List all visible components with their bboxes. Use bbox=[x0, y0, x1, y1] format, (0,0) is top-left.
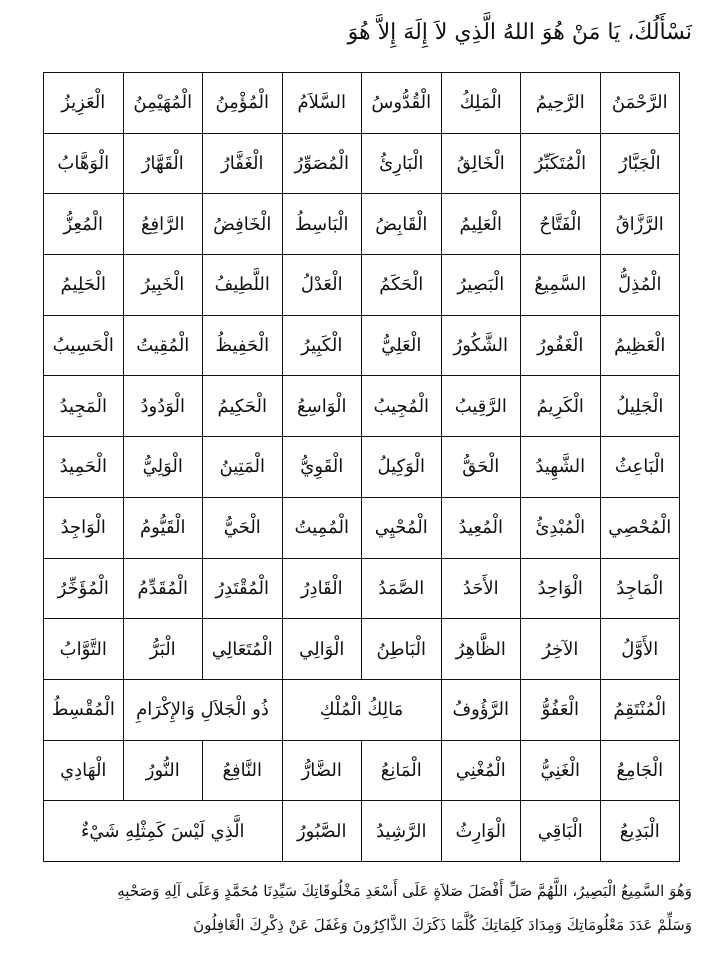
name-cell: الْوَدُودُ bbox=[123, 376, 203, 437]
name-cell: الآخِرُ bbox=[520, 619, 600, 680]
name-cell: الْوَاحِدُ bbox=[520, 559, 600, 620]
name-cell: الْعَفُوُّ bbox=[520, 680, 600, 741]
name-cell: الْحَكِيمُ bbox=[202, 376, 282, 437]
name-cell: الْعَزِيزُ bbox=[43, 73, 123, 134]
name-cell: الْعَظِيمُ bbox=[600, 316, 680, 377]
name-cell: الْمُمِيتُ bbox=[282, 498, 362, 559]
name-cell: الْبَارِئُ bbox=[361, 134, 441, 195]
name-cell: الظَّاهِرُ bbox=[441, 619, 521, 680]
name-cell: الْخَافِضُ bbox=[202, 194, 282, 255]
name-cell: الْحَفِيظُ bbox=[202, 316, 282, 377]
name-cell: الْوَاسِعُ bbox=[282, 376, 362, 437]
name-cell: الْبَاعِثُ bbox=[600, 437, 680, 498]
name-cell: الْوَلِيُّ bbox=[123, 437, 203, 498]
name-cell: الْجَامِعُ bbox=[600, 741, 680, 802]
name-cell-wide: الَّذِي لَيْسَ كَمِثْلِهِ شَيْءٌ bbox=[43, 801, 282, 862]
name-cell: الْوَارِثُ bbox=[441, 801, 521, 862]
name-cell: الْعَدْلُ bbox=[282, 255, 362, 316]
name-cell: الرَّؤُوفُ bbox=[441, 680, 521, 741]
name-cell: الْجَلِيلُ bbox=[600, 376, 680, 437]
name-cell: الْغَنِيُّ bbox=[520, 741, 600, 802]
name-cell: السَّلاَمُ bbox=[282, 73, 362, 134]
name-cell: الْمُعِزُّ bbox=[43, 194, 123, 255]
name-cell: الْوَهَّابُ bbox=[43, 134, 123, 195]
name-cell: الْفَتَّاحُ bbox=[520, 194, 600, 255]
name-cell: الْمُؤَخِّرُ bbox=[43, 559, 123, 620]
name-cell: الْمُعِيدُ bbox=[441, 498, 521, 559]
footer-line-2: وَسَلِّمْ عَدَدَ مَعْلُومَاتِكَ وَمِدَادَ كَلِمَاتِكَ كُلَّمَا ذَكَرَكَ الذَّاكِرُونَ وَغَفَلَ عَنْ ذِكْرِكَ الْغَافِلُونَ bbox=[193, 916, 692, 934]
name-cell: الْوَالِي bbox=[282, 619, 362, 680]
name-cell: الشَّهِيدُ bbox=[520, 437, 600, 498]
name-cell: الْقَيُّومُ bbox=[123, 498, 203, 559]
name-cell: الْبَصِيرُ bbox=[441, 255, 521, 316]
name-cell: الْمُبْدِئُ bbox=[520, 498, 600, 559]
name-cell: الْمَتِينُ bbox=[202, 437, 282, 498]
name-cell: الْعَلِيمُ bbox=[441, 194, 521, 255]
name-cell: الْهَادِي bbox=[43, 741, 123, 802]
name-cell: الْبَاطِنُ bbox=[361, 619, 441, 680]
name-cell: الْكَبِيرُ bbox=[282, 316, 362, 377]
name-cell: الشَّكُورُ bbox=[441, 316, 521, 377]
name-cell: النُّورُ bbox=[123, 741, 203, 802]
name-cell: الْحَكَمُ bbox=[361, 255, 441, 316]
name-cell: الْقَادِرُ bbox=[282, 559, 362, 620]
name-cell: الْوَكِيلُ bbox=[361, 437, 441, 498]
name-cell: الأَحَدُ bbox=[441, 559, 521, 620]
name-cell: النَّافِعُ bbox=[202, 741, 282, 802]
name-cell: الْمُذِلُّ bbox=[600, 255, 680, 316]
name-cell: الْمَانِعُ bbox=[361, 741, 441, 802]
name-cell: الْقَابِضُ bbox=[361, 194, 441, 255]
name-cell-wide: ذُو الْجَلاَلِ وَالإِكْرَامِ bbox=[123, 680, 282, 741]
name-cell: الْمُهَيْمِنُ bbox=[123, 73, 203, 134]
header-invocation: نَسْأَلُكَ، يَا مَنْ هُوَ اللهُ الَّذِي لاَ إِلَهَ إِلاَّ هُوَ bbox=[347, 20, 692, 45]
name-cell: الْحَيُّ bbox=[202, 498, 282, 559]
name-cell: الرَّحِيمُ bbox=[520, 73, 600, 134]
name-cell: الْمُتَعَالِي bbox=[202, 619, 282, 680]
name-cell: الْمُغْنِي bbox=[441, 741, 521, 802]
name-cell: الْحَسِيبُ bbox=[43, 316, 123, 377]
name-cell: الْقُدُّوسُ bbox=[361, 73, 441, 134]
name-cell: الرَّحْمَنُ bbox=[600, 73, 680, 134]
name-cell: الْمُحْصِي bbox=[600, 498, 680, 559]
name-cell: الضَّارُّ bbox=[282, 741, 362, 802]
name-cell: الْخَالِقُ bbox=[441, 134, 521, 195]
name-cell: الأَوَّلُ bbox=[600, 619, 680, 680]
name-cell: الرَّقِيبُ bbox=[441, 376, 521, 437]
name-cell: الْقَهَّارُ bbox=[123, 134, 203, 195]
name-cell: الْغَفُورُ bbox=[520, 316, 600, 377]
name-cell: الْغَفَّارُ bbox=[202, 134, 282, 195]
name-cell: الرَّشِيدُ bbox=[361, 801, 441, 862]
name-cell: الْمُصَوِّرُ bbox=[282, 134, 362, 195]
name-cell: الْحَمِيدُ bbox=[43, 437, 123, 498]
names-grid bbox=[43, 72, 680, 862]
name-cell: الْقَوِيُّ bbox=[282, 437, 362, 498]
name-cell: السَّمِيعُ bbox=[520, 255, 600, 316]
name-cell: الْحَقُّ bbox=[441, 437, 521, 498]
name-cell: الْمُحْيِي bbox=[361, 498, 441, 559]
name-cell: الْمُقَدِّمُ bbox=[123, 559, 203, 620]
name-cell: الْعَلِيُّ bbox=[361, 316, 441, 377]
name-cell: الْمُقِيتُ bbox=[123, 316, 203, 377]
name-cell: الرَّزَّاقُ bbox=[600, 194, 680, 255]
name-cell: الْجَبَّارُ bbox=[600, 134, 680, 195]
name-cell: الْخَبِيرُ bbox=[123, 255, 203, 316]
name-cell: الْبَرُّ bbox=[123, 619, 203, 680]
name-cell: الصَّبُورُ bbox=[282, 801, 362, 862]
name-cell: الْمَلِكُ bbox=[441, 73, 521, 134]
name-cell: الْمُؤْمِنُ bbox=[202, 73, 282, 134]
name-cell: الْمُتَكَبِّرُ bbox=[520, 134, 600, 195]
name-cell: اللَّطِيفُ bbox=[202, 255, 282, 316]
name-cell: الْمُنْتَقِمُ bbox=[600, 680, 680, 741]
name-cell: الْمُجِيبُ bbox=[361, 376, 441, 437]
name-cell: الصَّمَدُ bbox=[361, 559, 441, 620]
name-cell: الْمُقْسِطُ bbox=[43, 680, 123, 741]
name-cell: الْكَرِيمُ bbox=[520, 376, 600, 437]
footer-prayer bbox=[30, 874, 692, 942]
name-cell: الْوَاجِدُ bbox=[43, 498, 123, 559]
name-cell: الْمَاجِدُ bbox=[600, 559, 680, 620]
name-cell: الْبَاقِي bbox=[520, 801, 600, 862]
name-cell: الْمَجِيدُ bbox=[43, 376, 123, 437]
footer-line-1: وَهُوَ السَّمِيعُ الْبَصِيرُ، اللَّهُمَّ صَلِّ أَفْضَلَ صَلاَةٍ عَلَى أَسْعَدِ مَخْلُوقَاتِكَ سَيِّدِنَا مُحَمَّدٍ وَعَلَى آلِهِ وَصَحْبِهِ bbox=[117, 882, 692, 900]
name-cell: التَّوَّابُ bbox=[43, 619, 123, 680]
name-cell-wide: مَالِكُ الْمُلْكِ bbox=[282, 680, 441, 741]
name-cell: الْبَاسِطُ bbox=[282, 194, 362, 255]
name-cell: الرَّافِعُ bbox=[123, 194, 203, 255]
name-cell: الْمُقْتَدِرُ bbox=[202, 559, 282, 620]
name-cell: الْحَلِيمُ bbox=[43, 255, 123, 316]
name-cell: الْبَدِيعُ bbox=[600, 801, 680, 862]
